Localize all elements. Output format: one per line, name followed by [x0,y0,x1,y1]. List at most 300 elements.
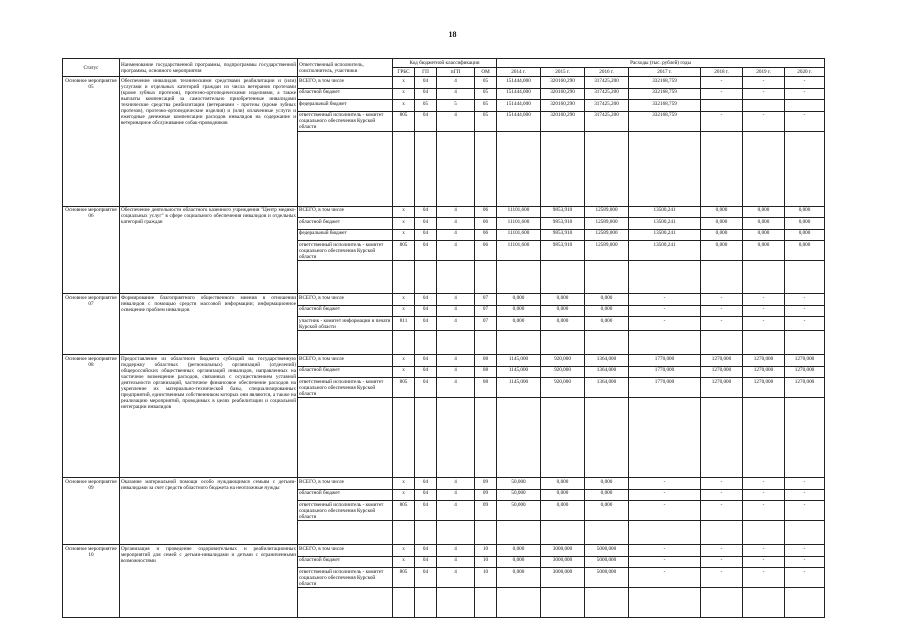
page-number: 18 [448,30,457,39]
code-pgp-cell: 4 [437,489,475,501]
header-name: Наименование государственной программы, подпрограммы государственной программы, основного мероприятия [120,59,298,77]
code-grbs-cell: 805 [393,378,415,398]
expense-value-cell: 317425,200 [585,88,629,100]
measure-name: Организация и проведение оздоровительных и реабилитационных мероприятий для семей с детьми-инвалидами и детьми с ограниченными возможностями [120,545,298,618]
executor-cell: областной бюджет [298,305,393,317]
expense-value-cell: 0,000 [743,241,785,261]
expense-value-cell: 320160,290 [541,100,585,112]
filler-cell [475,131,497,206]
code-grbs-cell: х [393,218,415,230]
expense-value-cell: 12589,000 [585,229,629,241]
expense-value-cell: 1270,000 [785,355,825,367]
expense-value-cell: 13500,241 [629,206,701,218]
filler-cell [415,261,437,294]
expense-value-cell: - [785,501,825,521]
expense-value-cell: 9853,910 [541,218,585,230]
expense-value-cell: 1270,000 [701,355,743,367]
filler-cell [298,131,393,206]
expense-value-cell: 5000,000 [585,545,629,557]
code-om-cell: 05 [475,77,497,89]
header-year-2014: 2014 г. [497,68,541,77]
executor-cell: ВСЕГО, в том числе [298,478,393,490]
filler-cell [785,131,825,206]
expense-value-cell: 0,000 [701,218,743,230]
expense-value-cell: 11101,600 [497,218,541,230]
expense-value-cell: - [701,545,743,557]
expense-value-cell: 50,000 [497,501,541,521]
header-status: Статус [63,59,120,77]
table-row [63,478,825,490]
expense-value-cell: 0,000 [497,545,541,557]
budget-table [62,58,825,618]
expense-value-cell: 920,000 [541,366,585,378]
header-code-om: ОМ [475,68,497,77]
filler-cell [743,588,785,618]
executor-cell: ответственный исполнитель - комитет социального обеспечения Курской области [298,111,393,131]
expense-value-cell: 332168,759 [629,77,701,89]
code-pgp-cell: 4 [437,88,475,100]
code-om-cell: 07 [475,294,497,306]
expense-value-cell: - [701,305,743,317]
measure-status: Основное мероприятие 08 [63,355,120,478]
code-pgp-cell: 4 [437,378,475,398]
code-om-cell: 05 [475,111,497,131]
code-om-cell: 08 [475,355,497,367]
expense-value-cell: 3000,000 [541,568,585,588]
filler-cell [541,588,585,618]
expense-value-cell: - [701,501,743,521]
expense-value-cell: - [785,317,825,331]
code-om-cell: 06 [475,241,497,261]
expense-value-cell: 11101,600 [497,229,541,241]
expense-value-cell: 1770,000 [629,378,701,398]
code-gp-cell: 04 [415,568,437,588]
header-budget-code: Код бюджетной классификации [393,59,497,68]
expense-value-cell: - [701,77,743,89]
filler-cell [541,331,585,355]
expense-value-cell: 151444,000 [497,88,541,100]
code-grbs-cell: 805 [393,568,415,588]
filler-cell [743,131,785,206]
header-year-2019: 2019 г. [743,68,785,77]
code-pgp-cell: 4 [437,218,475,230]
expense-value-cell: - [785,545,825,557]
executor-cell: областной бюджет [298,88,393,100]
filler-cell [629,588,701,618]
code-pgp-cell: 5 [437,100,475,112]
expense-value-cell: 1364,000 [585,366,629,378]
expense-value-cell: - [629,305,701,317]
expense-value-cell: 0,000 [541,294,585,306]
executor-cell: федеральный бюджет [298,229,393,241]
expense-value-cell: 0,000 [497,294,541,306]
expense-value-cell: 5000,000 [585,556,629,568]
expense-value-cell [701,100,743,112]
header-code-gp: ГП [415,68,437,77]
code-om-cell: 06 [475,229,497,241]
code-pgp-cell: 4 [437,294,475,306]
expense-value-cell: 1270,000 [743,366,785,378]
code-om-cell: 10 [475,556,497,568]
code-om-cell: 09 [475,478,497,490]
filler-cell [701,261,743,294]
filler-cell [298,261,393,294]
expense-value-cell: - [701,489,743,501]
measure-name: Предоставление из областного бюджета субсидий на государственную поддержку областных (региональных) организаций (отделений) общероссийских общественных организаций инвалидов, направленных на частичное возмещение расходов, связанных с осуществлением уставной деятельности организаций, частичное финансовое обеспечение расходов на укрепление их материально-технической базы, специализированных предприятий, единственным собственником которых они являются, а также на реализацию мероприятий, проводимых в целях реабилитации и социальной интеграции инвалидов [120,355,298,478]
filler-cell [541,131,585,206]
filler-cell [437,398,475,478]
filler-cell [497,131,541,206]
executor-cell: ВСЕГО, в том числе [298,545,393,557]
measure-status: Основное мероприятие 05 [63,77,120,207]
filler-cell [475,261,497,294]
expense-value-cell: - [785,489,825,501]
expense-value-cell: - [701,88,743,100]
expense-value-cell: 13500,241 [629,229,701,241]
filler-cell [629,261,701,294]
expense-value-cell: 320160,290 [541,88,585,100]
expense-value-cell: - [785,478,825,490]
expense-value-cell: - [629,478,701,490]
expense-value-cell: - [743,545,785,557]
code-om-cell: 09 [475,501,497,521]
expense-value-cell: 50,000 [497,478,541,490]
code-grbs-cell: 805 [393,111,415,131]
expense-value-cell: 0,000 [785,206,825,218]
filler-cell [701,398,743,478]
expense-value-cell: 0,000 [497,556,541,568]
expense-value-cell: 920,000 [541,355,585,367]
expense-value-cell: - [701,317,743,331]
filler-cell [298,588,393,618]
filler-cell [298,331,393,355]
expense-value-cell: 13500,241 [629,218,701,230]
code-gp-cell: 04 [415,501,437,521]
expense-value-cell: - [743,568,785,588]
filler-cell [415,398,437,478]
expense-value-cell: 0,000 [743,218,785,230]
expense-value-cell: 332168,759 [629,88,701,100]
expense-value-cell: - [743,77,785,89]
expense-value-cell: - [629,294,701,306]
code-pgp-cell: 4 [437,366,475,378]
executor-cell: ответственный исполнитель - комитет социального обеспечения Курской области [298,241,393,261]
code-pgp-cell: 4 [437,568,475,588]
expense-value-cell: 151444,000 [497,100,541,112]
expense-value-cell: 920,000 [541,378,585,398]
expense-value-cell: 9853,910 [541,206,585,218]
expense-value-cell: - [629,545,701,557]
filler-cell [497,331,541,355]
code-gp-cell: 04 [415,218,437,230]
code-gp-cell: 04 [415,77,437,89]
expense-value-cell: 317425,200 [585,100,629,112]
filler-cell [701,588,743,618]
expense-value-cell: 0,000 [585,501,629,521]
expense-value-cell: - [743,294,785,306]
filler-cell [298,398,393,478]
code-om-cell: 05 [475,88,497,100]
filler-cell [743,331,785,355]
expense-value-cell: 0,000 [585,478,629,490]
filler-cell [585,521,629,545]
expense-value-cell: - [785,305,825,317]
executor-cell: федеральный бюджет [298,100,393,112]
expense-value-cell: 0,000 [701,206,743,218]
expense-value-cell: 0,000 [785,241,825,261]
expense-value-cell: - [743,501,785,521]
code-gp-cell: 04 [415,229,437,241]
expense-value-cell: 3000,000 [541,556,585,568]
table-row [63,355,825,367]
filler-cell [743,521,785,545]
expense-value-cell: 0,000 [585,294,629,306]
code-grbs-cell: х [393,366,415,378]
expense-value-cell: 1270,000 [785,366,825,378]
expense-value-cell: 1270,000 [785,378,825,398]
expense-value-cell: 0,000 [541,305,585,317]
code-gp-cell: 04 [415,545,437,557]
expense-value-cell: - [743,317,785,331]
filler-cell [393,131,415,206]
expense-value-cell: 12589,000 [585,218,629,230]
executor-cell: ВСЕГО, в том числе [298,355,393,367]
expense-value-cell: 317425,200 [585,111,629,131]
filler-cell [785,521,825,545]
expense-value-cell: - [785,88,825,100]
expense-value-cell: 1364,000 [585,355,629,367]
code-gp-cell: 04 [415,88,437,100]
code-om-cell: 09 [475,489,497,501]
expense-value-cell: 0,000 [743,206,785,218]
expense-value-cell: 12589,000 [585,206,629,218]
filler-cell [585,331,629,355]
measure-name: Обеспечение инвалидов техническими средствами реабилитации и (или) услугами и отдельных категорий граждан из числа ветеранов протезами (кроме зубных протезов), протезно-ортопедическими изделиями, а также выплаты компенсаций за самостоятельно приобретенные инвалидами технические средства реабилитации (ветеранами - протезы (кроме зубных протезов), протезно-ортопедические изделия) и (или) оплаченные услуги и ежегодные денежные компенсации расходов инвалидов на содержание и ветеринарное обслуживание собак-проводников [120,77,298,207]
code-om-cell: 05 [475,100,497,112]
expense-value-cell: 332168,759 [629,111,701,131]
code-gp-cell: 04 [415,355,437,367]
code-om-cell: 06 [475,218,497,230]
expense-value-cell: - [785,568,825,588]
expense-value-cell: 0,000 [585,305,629,317]
code-pgp-cell: 4 [437,206,475,218]
filler-cell [541,521,585,545]
expense-value-cell: - [785,77,825,89]
code-grbs-cell: х [393,229,415,241]
measure-status: Основное мероприятие 07 [63,294,120,355]
filler-cell [475,398,497,478]
table-row [63,206,825,218]
code-grbs-cell: 811 [393,317,415,331]
expense-value-cell: - [701,111,743,131]
filler-cell [629,131,701,206]
code-pgp-cell: 4 [437,305,475,317]
filler-cell [415,521,437,545]
filler-cell [437,588,475,618]
executor-cell: ВСЕГО, в том числе [298,206,393,218]
code-gp-cell: 04 [415,489,437,501]
expense-value-cell: - [743,88,785,100]
code-grbs-cell: х [393,100,415,112]
table-body [63,77,825,618]
expense-value-cell: - [785,294,825,306]
code-pgp-cell: 4 [437,545,475,557]
filler-cell [701,521,743,545]
expense-value-cell: 5000,000 [585,568,629,588]
filler-cell [585,398,629,478]
expense-value-cell: 13500,241 [629,241,701,261]
filler-cell [415,331,437,355]
header-year-2017: 2017 г. [629,68,701,77]
executor-cell: областной бюджет [298,556,393,568]
executor-cell: областной бюджет [298,489,393,501]
expense-value-cell: 0,000 [541,317,585,331]
expense-value-cell: 0,000 [497,568,541,588]
code-om-cell: 07 [475,317,497,331]
filler-cell [629,521,701,545]
executor-cell: ответственный исполнитель - комитет социального обеспечения Курской области [298,568,393,588]
filler-cell [437,331,475,355]
expense-value-cell: - [785,556,825,568]
measure-name: Формирование благоприятного общественного мнения в отношении инвалидов с помощью средств массовой информации; информационное освещение проблем инвалидов [120,294,298,355]
expense-value-cell: 0,000 [743,229,785,241]
expense-value-cell: 0,000 [701,241,743,261]
measure-name: Обеспечение деятельности областного казенного учреждения "Центр медико-социальных услуг" в сфере социального обеспечения инвалидов и отдельных категорий граждан [120,206,298,294]
expense-value-cell: 0,000 [585,489,629,501]
expense-value-cell: 1145,000 [497,378,541,398]
header-code-pgp: пГП [437,68,475,77]
executor-cell: областной бюджет [298,218,393,230]
executor-cell: участник - комитет информации и печати Курской области [298,317,393,331]
expense-value-cell: 9853,910 [541,229,585,241]
code-grbs-cell: х [393,556,415,568]
expense-value-cell: - [701,568,743,588]
executor-cell: областной бюджет [298,366,393,378]
code-grbs-cell: х [393,478,415,490]
code-gp-cell: 04 [415,478,437,490]
code-om-cell: 08 [475,378,497,398]
header-expenses: Расходы (тыс. рублей) годы [497,59,825,68]
filler-cell [437,521,475,545]
filler-cell [475,521,497,545]
code-pgp-cell: 4 [437,556,475,568]
code-grbs-cell: 805 [393,501,415,521]
measure-status: Основное мероприятие 09 [63,478,120,545]
filler-cell [393,331,415,355]
header-code-grbs: ГРБС [393,68,415,77]
header-year-2018: 2018 г. [701,68,743,77]
expense-value-cell: - [743,111,785,131]
expense-value-cell: 1270,000 [701,366,743,378]
expense-value-cell: 0,000 [585,317,629,331]
filler-cell [785,261,825,294]
expense-value-cell: 11101,600 [497,206,541,218]
filler-cell [541,398,585,478]
filler-cell [785,588,825,618]
filler-cell [629,398,701,478]
code-pgp-cell: 4 [437,111,475,131]
code-grbs-cell: х [393,77,415,89]
code-grbs-cell: х [393,545,415,557]
filler-cell [298,521,393,545]
filler-cell [497,588,541,618]
code-om-cell: 10 [475,568,497,588]
filler-cell [393,521,415,545]
expense-value-cell: - [629,317,701,331]
expense-value-cell: 1364,000 [585,378,629,398]
code-pgp-cell: 4 [437,229,475,241]
expense-value-cell: 50,000 [497,489,541,501]
expense-value-cell: 3000,000 [541,545,585,557]
code-grbs-cell: х [393,489,415,501]
code-grbs-cell: х [393,294,415,306]
code-gp-cell: 04 [415,111,437,131]
code-pgp-cell: 4 [437,241,475,261]
code-gp-cell: 04 [415,305,437,317]
executor-cell: ВСЕГО, в том числе [298,77,393,89]
code-gp-cell: 04 [415,556,437,568]
executor-cell: ответственный исполнитель - комитет социального обеспечения Курской области [298,378,393,398]
filler-cell [437,261,475,294]
measure-status: Основное мероприятие 06 [63,206,120,294]
table-row [63,77,825,89]
expense-value-cell: 1270,000 [701,378,743,398]
expense-value-cell: - [629,556,701,568]
expense-value-cell: 9853,910 [541,241,585,261]
code-grbs-cell: х [393,305,415,317]
filler-cell [415,588,437,618]
filler-cell [585,131,629,206]
filler-cell [497,521,541,545]
expense-value-cell [743,100,785,112]
expense-value-cell: 320160,290 [541,111,585,131]
filler-cell [415,131,437,206]
code-pgp-cell: 4 [437,501,475,521]
expense-value-cell: 0,000 [497,305,541,317]
expense-value-cell: - [701,478,743,490]
filler-cell [497,398,541,478]
executor-cell: ответственный исполнитель - комитет социального обеспечения Курской области [298,501,393,521]
expense-value-cell: - [701,294,743,306]
expense-value-cell: 0,000 [541,489,585,501]
code-grbs-cell: х [393,88,415,100]
filler-cell [497,261,541,294]
expense-value-cell: 0,000 [785,229,825,241]
expense-value-cell [785,100,825,112]
filler-cell [541,261,585,294]
filler-cell [743,261,785,294]
expense-value-cell: 1770,000 [629,366,701,378]
code-grbs-cell: х [393,355,415,367]
expense-value-cell: - [743,478,785,490]
expense-value-cell: - [701,556,743,568]
header-year-2015: 2015 г. [541,68,585,77]
code-om-cell: 07 [475,305,497,317]
expense-value-cell: 332168,759 [629,100,701,112]
code-gp-cell: 04 [415,294,437,306]
expense-value-cell: 317425,200 [585,77,629,89]
filler-cell [701,331,743,355]
table-row [63,545,825,557]
expense-value-cell: - [629,568,701,588]
code-gp-cell: 04 [415,378,437,398]
filler-cell [785,398,825,478]
expense-value-cell: 1270,000 [743,378,785,398]
filler-cell [743,398,785,478]
header-year-2016: 2016 г. [585,68,629,77]
expense-value-cell: - [629,489,701,501]
filler-cell [629,331,701,355]
